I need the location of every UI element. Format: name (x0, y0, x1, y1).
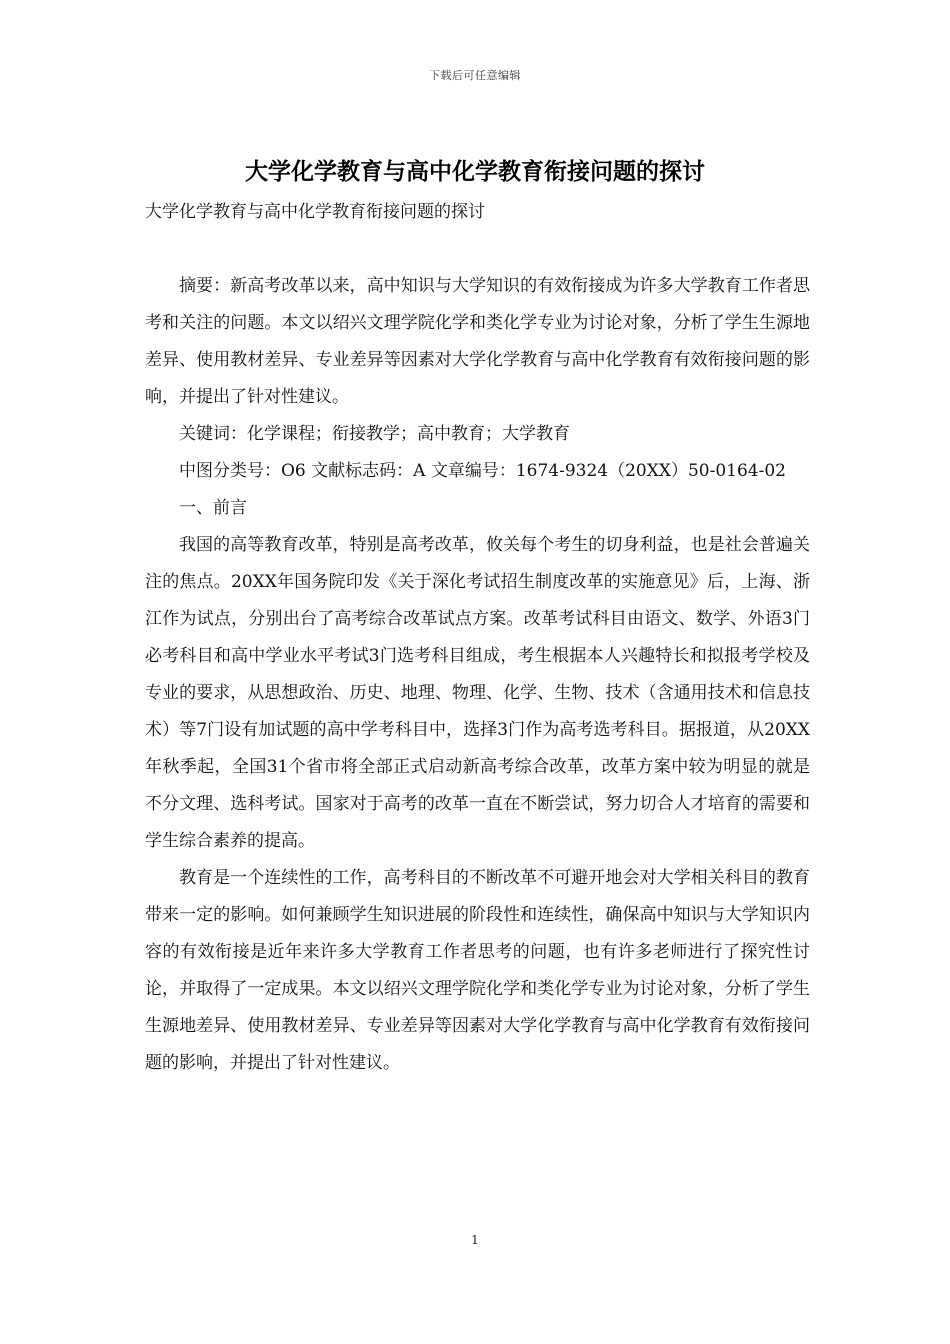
keywords-paragraph: 关键词：化学课程；衔接教学；高中教育；大学教育 (179, 424, 570, 444)
section-heading-introduction: 一、前言 (179, 498, 247, 518)
document-subtitle: 大学化学教育与高中化学教育衔接问题的探讨 (145, 202, 485, 222)
body-paragraph: 我国的高等教育改革，特别是高考改革，攸关每个考生的切身利益，也是社会普遍关注的焦点。20XX年国务院印发《关于深化考试招生制度改革的实施意见》后，上海、浙江作为试点，分别出台了高考综合改革试点方案。改革考试科目由语文、数学、外语3门必考科目和高中学业水平考试3门选考科目组成，考生根据本人兴趣特长和拟报考学校及专业的要求，从思想政治、历史、地理、物理、化学、生物、技术（含通用技术和信息技术）等7门设有加试题的高中学考科目中，选择3门作为高考选考科目。据报道，从20XX年秋季起，全国31个省市将全部正式启动新高考综合改革，改革方案中较为明显的就是不分文理、选科考试。国家对于高考的改革一直在不断尝试，努力切合人才培育的需要和学生综合素养的提高。 (145, 535, 810, 851)
body-paragraph: 教育是一个连续性的工作，高考科目的不断改革不可避开地会对大学相关科目的教育带来一定的影响。如何兼顾学生知识进展的阶段性和连续性，确保高中知识与大学知识内容的有效衔接是近年来许多大学教育工作者思考的问题，也有许多老师进行了探究性讨论，并取得了一定成果。本文以绍兴文理学院化学和类化学专业为讨论对象，分析了学生生源地差异、使用教材差异、专业差异等因素对大学化学教育与高中化学教育有效衔接问题的影响，并提出了针对性建议。 (145, 868, 810, 1073)
document-body (145, 268, 810, 1082)
abstract-paragraph: 摘要：新高考改革以来，高中知识与大学知识的有效衔接成为许多大学教育工作者思考和关注的问题。本文以绍兴文理学院化学和类化学专业为讨论对象，分析了学生生源地差异、使用教材差异、专业差异等因素对大学化学教育与高中化学教育有效衔接问题的影响，并提出了针对性建议。 (145, 276, 810, 407)
document-title: 大学化学教育与高中化学教育衔接问题的探讨 (245, 158, 705, 185)
page-number: 1 (471, 1233, 479, 1247)
header-note: 下载后可任意编辑 (429, 69, 521, 82)
classification-paragraph: 中图分类号：O6 文献标志码：A 文章编号：1674-9324（20XX）50-0164-02 (179, 461, 786, 481)
